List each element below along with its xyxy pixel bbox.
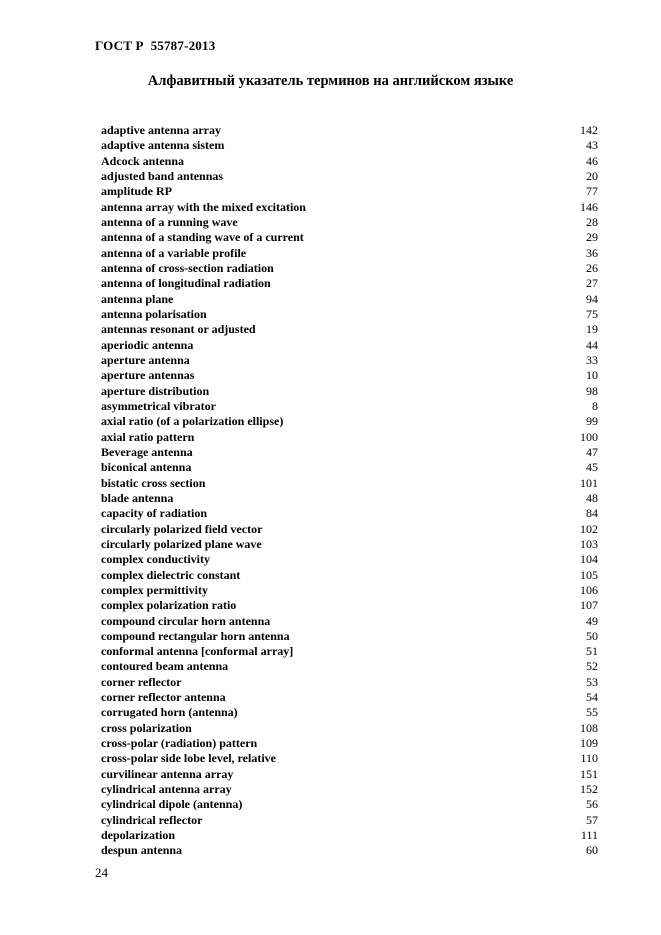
index-entry: [101, 751, 598, 766]
index-page-ref: 142: [580, 123, 598, 137]
index-term: Beverage antenna: [101, 444, 193, 459]
index-entry: [101, 246, 598, 261]
index-entry: [101, 614, 598, 629]
index-page-ref: 152: [580, 782, 598, 797]
index-page-ref: 146: [580, 199, 598, 214]
index-entry: [101, 414, 598, 429]
index-entry: [101, 675, 598, 690]
index-page-ref: 36: [586, 245, 598, 260]
index-page-ref: 48: [586, 490, 598, 505]
index-page-ref: 49: [586, 613, 598, 628]
index-entry: [101, 338, 598, 353]
index-entry: [101, 384, 598, 399]
index-entry: [101, 828, 598, 843]
index-entry: [101, 644, 598, 659]
index-term: depolarization: [101, 828, 175, 843]
index-term: conformal antenna [conformal array]: [101, 644, 294, 659]
index-page-ref: 94: [586, 291, 598, 306]
index-page-ref: 53: [586, 674, 598, 689]
index-term: biconical antenna: [101, 460, 192, 475]
index-page-ref: 101: [580, 475, 598, 490]
index-page-ref: 8: [592, 398, 598, 413]
index-term: contoured beam antenna: [101, 659, 229, 674]
index-term: antenna of a standing wave of a current: [101, 230, 304, 245]
index-term: compound circular horn antenna: [101, 613, 271, 628]
index-page-ref: 28: [586, 214, 598, 229]
index-entry: [101, 767, 598, 782]
index-entry: [101, 797, 598, 812]
index-page-ref: 103: [580, 536, 598, 551]
index-page-ref: 100: [580, 429, 598, 444]
index-entry: [101, 169, 598, 184]
index-term: corner reflector: [101, 674, 182, 689]
document-header: ГОСТ Р 55787-2013: [95, 38, 216, 53]
index-term: circularly polarized plane wave: [101, 536, 262, 551]
index-term: antenna plane: [101, 291, 174, 306]
index-term: antenna of longitudinal radiation: [101, 276, 271, 291]
index-term: despun antenna: [101, 843, 183, 858]
index-entry: [101, 230, 598, 245]
index-page-ref: 47: [586, 444, 598, 459]
index-entry: [101, 705, 598, 720]
page-number: 24: [95, 865, 108, 880]
index-term: complex dielectric constant: [101, 567, 241, 582]
index-entry: [101, 568, 598, 583]
index-entry: [101, 629, 598, 644]
index-page-ref: 108: [580, 720, 598, 735]
index-page-ref: 109: [580, 736, 598, 751]
index-term: complex polarization ratio: [101, 598, 237, 613]
index-term: antenna of cross-section radiation: [101, 260, 274, 275]
index-page-ref: 77: [586, 184, 598, 199]
index-entry: [101, 460, 598, 475]
index-page-ref: 105: [580, 567, 598, 582]
index-entry: [101, 813, 598, 828]
index-term: capacity of radiation: [101, 506, 207, 521]
index-entry: [101, 430, 598, 445]
index-entry: [101, 659, 598, 674]
index-term: cylindrical antenna array: [101, 782, 232, 797]
index-term: corrugated horn (antenna): [101, 705, 238, 720]
index-term: bistatic cross section: [101, 475, 206, 490]
index-page-ref: 29: [586, 230, 598, 245]
index-page-ref: 20: [586, 168, 598, 183]
index-term: complex conductivity: [101, 552, 210, 567]
index-page-ref: 111: [580, 828, 598, 843]
index-entry: [101, 353, 598, 368]
index-page-ref: 56: [586, 797, 598, 812]
index-page-ref: 27: [586, 276, 598, 291]
index-entry: [101, 522, 598, 537]
index-page-ref: 45: [586, 460, 598, 475]
index-entry: [101, 399, 598, 414]
index-term: compound rectangular horn antenna: [101, 628, 290, 643]
index-entry: [101, 261, 598, 276]
index-term: blade antenna: [101, 490, 174, 505]
index-entry: [101, 552, 598, 567]
index-page-ref: 54: [586, 690, 598, 705]
index-term: aperiodic antenna: [101, 337, 194, 352]
index-entry: [101, 491, 598, 506]
index-page-ref: 98: [586, 383, 598, 398]
index-term: axial ratio (of a polarization ellipse): [101, 414, 284, 429]
index-term: antenna of a variable profile: [101, 245, 247, 260]
index-page-ref: 44: [586, 337, 598, 352]
index-entry: [101, 690, 598, 705]
index-term: complex permittivity: [101, 582, 208, 597]
index-entry: [101, 368, 598, 383]
index-list: [101, 123, 598, 859]
index-entry: [101, 782, 598, 797]
index-term: corner reflector antenna: [101, 690, 226, 705]
index-page-ref: 110: [580, 751, 598, 766]
index-term: circularly polarized field vector: [101, 521, 263, 536]
index-term: Adcock antenna: [101, 153, 185, 168]
index-term: antenna of a running wave: [101, 214, 238, 229]
index-term: antenna polarisation: [101, 306, 207, 321]
index-entry: [101, 138, 598, 153]
index-term: aperture antennas: [101, 368, 195, 383]
index-entry: [101, 200, 598, 215]
index-entry: [101, 583, 598, 598]
index-page-ref: 55: [586, 705, 598, 720]
index-term: axial ratio pattern: [101, 429, 195, 444]
index-entry: [101, 276, 598, 291]
index-page-ref: 57: [586, 812, 598, 827]
index-page-ref: 43: [586, 138, 598, 153]
index-entry: [101, 445, 598, 460]
index-entry: [101, 506, 598, 521]
index-entry: [101, 476, 598, 491]
index-term: cylindrical reflector: [101, 812, 203, 827]
index-page-ref: 102: [580, 521, 598, 536]
index-entry: [101, 843, 598, 858]
index-entry: [101, 721, 598, 736]
index-term: adjusted band antennas: [101, 168, 224, 183]
index-page-ref: 60: [586, 843, 598, 858]
index-page-ref: 84: [586, 506, 598, 521]
index-page-ref: 104: [580, 552, 598, 567]
index-term: asymmetrical vibrator: [101, 398, 216, 413]
index-page-ref: 107: [580, 598, 598, 613]
index-entry: [101, 736, 598, 751]
index-page-ref: 106: [580, 582, 598, 597]
index-page-ref: 33: [586, 352, 598, 367]
index-term: adaptive antenna array: [101, 123, 221, 137]
index-entry: [101, 123, 598, 138]
index-page-ref: 52: [586, 659, 598, 674]
index-page-ref: 46: [586, 153, 598, 168]
index-term: aperture distribution: [101, 383, 210, 398]
index-term: cross polarization: [101, 720, 192, 735]
index-term: aperture antenna: [101, 352, 190, 367]
index-entry: [101, 598, 598, 613]
index-page-ref: 151: [580, 766, 598, 781]
index-entry: [101, 322, 598, 337]
index-page-ref: 75: [586, 306, 598, 321]
index-page-ref: 19: [586, 322, 598, 337]
index-entry: [101, 307, 598, 322]
index-term: cross-polar (radiation) pattern: [101, 736, 258, 751]
index-page-ref: 99: [586, 414, 598, 429]
index-entry: [101, 215, 598, 230]
index-term: cross-polar side lobe level, relative: [101, 751, 276, 766]
index-term: adaptive antenna sistem: [101, 138, 225, 153]
index-page-ref: 10: [586, 368, 598, 383]
index-entry: [101, 154, 598, 169]
index-term: amplitude RP: [101, 184, 173, 199]
index-page-ref: 26: [586, 260, 598, 275]
index-page-ref: 50: [586, 628, 598, 643]
index-term: antenna array with the mixed excitation: [101, 199, 306, 214]
page-title: Алфавитный указатель терминов на английском языке: [147, 73, 514, 89]
index-entry: [101, 292, 598, 307]
index-page-ref: 51: [586, 644, 598, 659]
index-entry: [101, 184, 598, 199]
index-term: curvilinear antenna array: [101, 766, 234, 781]
index-term: cylindrical dipole (antenna): [101, 797, 243, 812]
index-term: antennas resonant or adjusted: [101, 322, 256, 337]
index-entry: [101, 537, 598, 552]
